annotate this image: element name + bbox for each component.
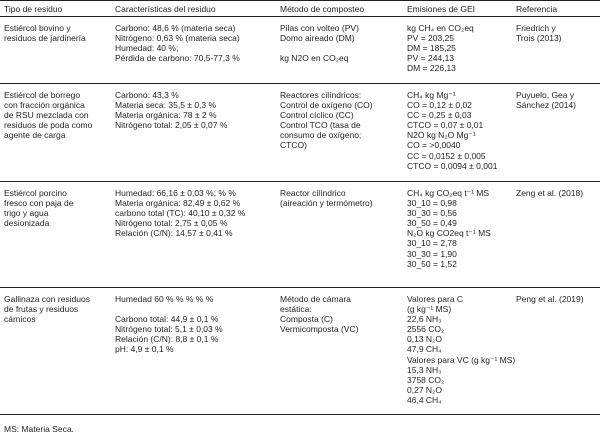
row-4-referencia xyxy=(516,294,584,304)
rule-header xyxy=(0,16,600,17)
row-3-tipo xyxy=(4,188,73,228)
rule-row-2 xyxy=(0,181,600,182)
tipo-line: residuos de jardinería xyxy=(4,33,86,44)
emisiones-line: CH₄ kg Mg⁻¹ xyxy=(407,90,456,100)
row-3-referencia xyxy=(516,188,583,198)
emisiones-line: CC = 0,25 ± 0,03 xyxy=(407,110,472,121)
emisiones-line: 0,13 N₂O xyxy=(407,334,442,345)
emisiones-line: CH₄ kg CO₂eq t⁻¹ MS xyxy=(407,188,490,198)
referencia-line: Sánchez (2014) xyxy=(516,100,577,111)
referencia-line: Peng et al. (2019) xyxy=(516,294,584,304)
metodo-line: Pilas con volteo (PV) xyxy=(280,23,359,33)
emisiones-line: kg CH₄ en CO₂eq xyxy=(407,23,474,33)
table-footnote: MS: Materia Seca. xyxy=(4,424,74,434)
caracteristicas-line: Materia seca: 35,5 ± 0,3 % xyxy=(115,100,217,111)
header-caracteristicas: Características del residuo xyxy=(115,4,216,14)
caracteristicas-line: Carbono: 48,6 % (materia seca) xyxy=(115,23,236,33)
emisiones-line: N2O kg N₂O Mg⁻¹ xyxy=(407,130,476,141)
emisiones-line: 46,4 CH₄ xyxy=(407,394,442,405)
header-metodo: Método de composteo xyxy=(280,4,365,14)
metodo-line: kg N2O en CO₂eq xyxy=(280,53,349,64)
emisiones-line: PV = 244,13 xyxy=(407,53,455,64)
caracteristicas-line: Nitrógeno total: 5,1 ± 0,03 % xyxy=(115,324,223,335)
rule-row-1 xyxy=(0,83,600,84)
header-referencia: Referencia xyxy=(516,4,558,14)
metodo-line: Control de oxígeno (CO) xyxy=(280,100,373,111)
tipo-line: con fracción orgánica xyxy=(4,100,85,111)
caracteristicas-line: Nitrógeno total: 2,75 ± 0,05 % xyxy=(115,218,228,229)
emisiones-line: CO = >0,0040 xyxy=(407,140,461,151)
emisiones-line: Valores para C xyxy=(407,294,464,304)
caracteristicas-line: Humedad 60 % % % % % xyxy=(115,294,214,304)
metodo-line: Método de cámara xyxy=(280,294,351,304)
tipo-line: Estiércol bovino y xyxy=(4,23,71,33)
tipo-line: fresco con paja de xyxy=(4,198,74,209)
referencia-line: Puyuelo, Gea y xyxy=(516,90,575,100)
row-4-tipo xyxy=(4,294,90,324)
row-3-caracteristicas xyxy=(115,188,245,238)
emisiones-line: 30_50 = 0,49 xyxy=(407,218,457,229)
emisiones-line: 22,6 NH₃ xyxy=(407,314,442,325)
metodo-line: Reactores cilíndricos: xyxy=(280,90,362,100)
emisiones-line: 30_50 = 1,52 xyxy=(407,258,457,269)
tipo-line: de RSU mezclada con xyxy=(4,110,89,121)
caracteristicas-line: Carbono: 43,3 % xyxy=(115,90,179,100)
row-3-metodo xyxy=(280,188,373,208)
metodo-line: Domo aireado (DM) xyxy=(280,33,355,44)
emisiones-line: 2556 CO₂ xyxy=(407,324,445,335)
emisiones-line: DM = 226,13 xyxy=(407,63,456,74)
caracteristicas-line: Nitrógeno: 0,63 % (materia seca) xyxy=(115,33,240,44)
metodo-line: (aireación y termómetro) xyxy=(280,198,373,209)
metodo-line: Composta (C) xyxy=(280,314,333,325)
row-1-emisiones xyxy=(407,23,474,73)
caracteristicas-line: Materia orgánica: 78 ± 2 % xyxy=(115,110,217,121)
tipo-line: Gallinaza con residuos xyxy=(4,294,90,304)
metodo-line: CTCO) xyxy=(280,140,307,151)
rule-bottom xyxy=(0,414,600,415)
tipo-line: agente de carga xyxy=(4,130,66,141)
header-emisiones: Emisiones de GEI xyxy=(407,4,476,14)
metodo-line: Control TCO (tasa de xyxy=(280,120,361,131)
metodo-line: Vermicomposta (VC) xyxy=(280,324,359,335)
row-2-metodo xyxy=(280,90,373,151)
tipo-line: Estiércol porcino xyxy=(4,188,67,198)
emisiones-line: CTCO = 0,0094 ± 0,001 xyxy=(407,160,498,171)
emisiones-line: CC = 0,0152 ± 0,005 xyxy=(407,150,486,161)
metodo-line: Reactor cilíndrico xyxy=(280,188,346,198)
emisiones-line: 30_10 = 2,78 xyxy=(407,238,457,249)
emisiones-line: 3758 CO₂ xyxy=(407,374,445,385)
caracteristicas-line: Relación (C/N): 8,8 ± 0,1 % xyxy=(115,334,219,345)
row-4-metodo xyxy=(280,294,358,334)
caracteristicas-line: carbono total (TC): 40,10 ± 0,32 % xyxy=(115,208,246,219)
tipo-line: de frutas y residuos xyxy=(4,304,79,315)
metodo-line xyxy=(280,43,359,53)
metodo-line: estática: xyxy=(280,304,312,315)
caracteristicas-line: Pérdida de carbono: 70,5-77,3 % xyxy=(115,53,240,64)
tipo-line: trigo y agua xyxy=(4,208,49,219)
metodo-line: Control cíclico (CC) xyxy=(280,110,354,121)
caracteristicas-line: pH: 4,9 ± 0,1 % xyxy=(115,344,174,355)
caracteristicas-line: Nitrógeno total: 2,05 ± 0,07 % xyxy=(115,120,228,131)
row-1-metodo xyxy=(280,23,359,63)
caracteristicas-line: Humedad: 40 %; xyxy=(115,43,179,54)
emisiones-line: N₂O kg CO2eq t⁻¹ MS xyxy=(407,228,491,239)
metodo-line: consumo de oxígeno; xyxy=(280,130,362,141)
rule-top xyxy=(0,0,600,1)
emisiones-line: 15,3 NH₃ xyxy=(407,364,442,375)
row-4-caracteristicas xyxy=(115,294,223,355)
referencia-line: Zeng et al. (2018) xyxy=(516,188,584,198)
row-1-referencia xyxy=(516,23,562,43)
emisiones-line: (g kg⁻¹ MS) xyxy=(407,304,452,315)
emisiones-line: CO = 0,12 ± 0,02 xyxy=(407,100,472,111)
emisiones-line: 30_30 = 0,56 xyxy=(407,208,457,219)
header-tipo: Tipo de residuo xyxy=(4,4,63,14)
row-2-emisiones xyxy=(407,90,497,171)
row-4-emisiones xyxy=(407,294,515,405)
caracteristicas-line: Relación (C/N): 14,57 ± 0,41 % xyxy=(115,228,233,239)
emisiones-line: PV = 203,25 xyxy=(407,33,455,44)
caracteristicas-line: Humedad: 66,16 ± 0,03 %; % % xyxy=(115,188,236,198)
emisiones-line: 47,9 CH₄ xyxy=(407,344,442,355)
row-1-caracteristicas xyxy=(115,23,240,63)
caracteristicas-line: Materia orgánica: 82,49 ± 0,62 % xyxy=(115,198,241,209)
referencia-line: Friedrich y xyxy=(516,23,556,33)
emisiones-line: Valores para VC (g kg⁻¹ MS) xyxy=(407,354,516,365)
referencia-line: Trois (2013) xyxy=(516,33,562,44)
caracteristicas-line xyxy=(115,304,223,314)
row-3-emisiones xyxy=(407,188,491,269)
row-2-referencia xyxy=(516,90,576,110)
row-1-tipo xyxy=(4,23,86,43)
emisiones-line: DM = 185,25 xyxy=(407,43,456,54)
tipo-line: cárnicos xyxy=(4,314,36,325)
rule-row-3 xyxy=(0,287,600,288)
emisiones-line: CTCO = 0,07 ± 0,01 xyxy=(407,120,484,131)
caracteristicas-line: Carbono total: 44,9 ± 0,1 % xyxy=(115,314,219,325)
row-2-caracteristicas xyxy=(115,90,227,130)
tipo-line: desionizada xyxy=(4,218,50,229)
tipo-line: Estiércol de borrego xyxy=(4,90,81,100)
tipo-line: residuos de poda como xyxy=(4,120,93,131)
emisiones-line: 30_10 = 0,98 xyxy=(407,198,457,209)
row-2-tipo xyxy=(4,90,92,140)
emisiones-line: 0,27 N₂O xyxy=(407,384,442,395)
emisiones-line: 30_30 = 1,90 xyxy=(407,248,457,259)
